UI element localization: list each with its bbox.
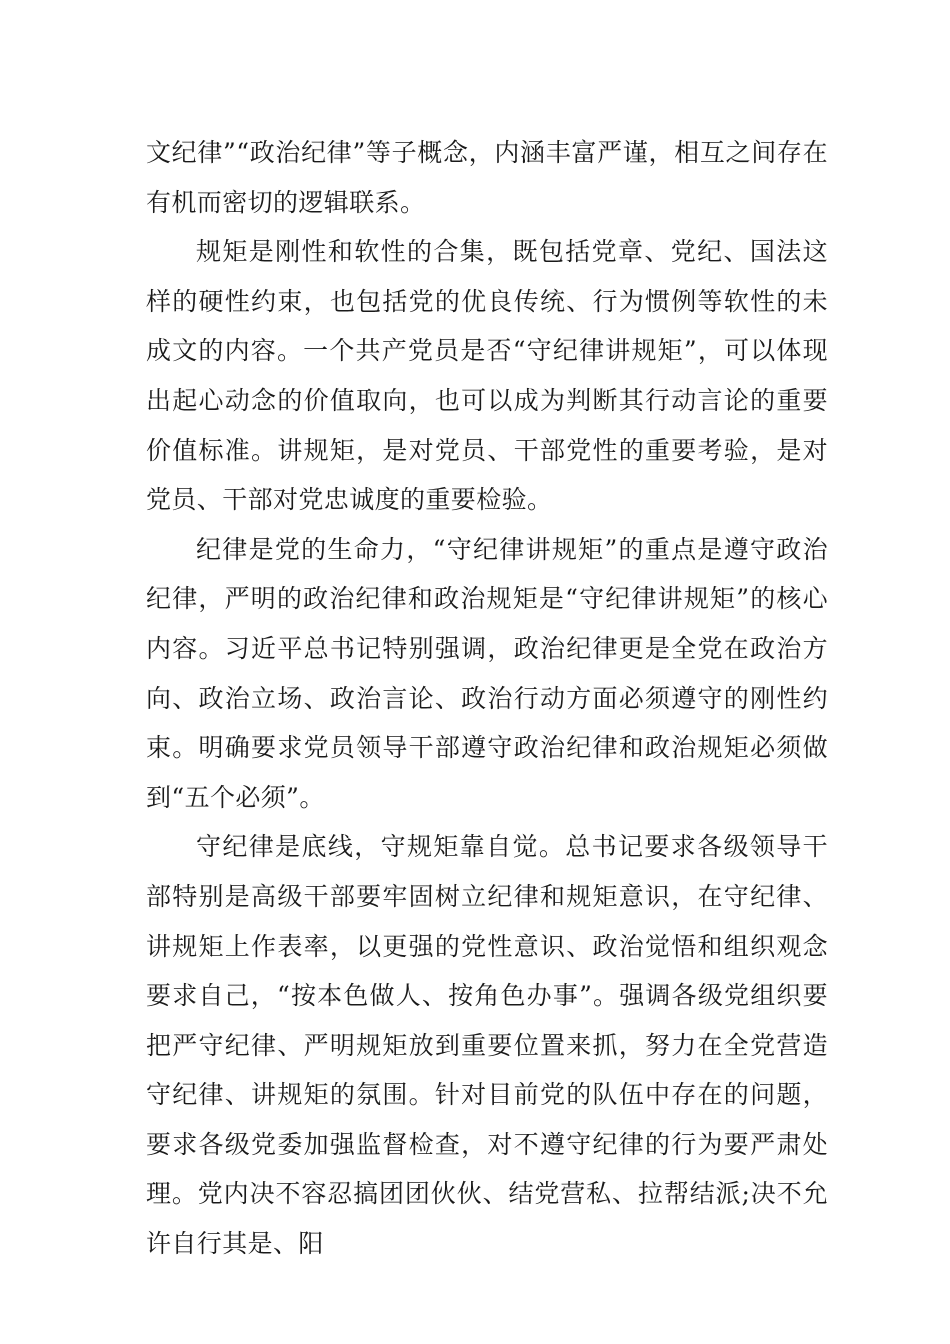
paragraph-rules: 规矩是刚性和软性的合集，既包括党章、党纪、国法这样的硬性约束，也包括党的优良传统、行为惯例等软性的未成文的内容。一个共产党员是否“守纪律讲规矩”，可以体现出起心动念的价值取向，也可以成为判断其行动言论的重要价值标准。讲规矩，是对党员、干部党性的重要考验，是对党员、干部对党忠诚度的重要检验。 <box>146 237 828 515</box>
paragraph-discipline: 纪律是党的生命力，“守纪律讲规矩”的重点是遵守政治纪律，严明的政治纪律和政治规矩是“守纪律讲规矩”的核心内容。习近平总书记特别强调，政治纪律更是全党在政治方向、政治立场、政治言论、政治行动方面必须遵守的刚性约束。明确要求党员领导干部遵守政治纪律和政治规矩必须做到“五个必须”。 <box>146 534 828 812</box>
paragraph-bottom-line: 守纪律是底线，守规矩靠自觉。总书记要求各级领导干部特别是高级干部要牢固树立纪律和规矩意识，在守纪律、讲规矩上作表率，以更强的党性意识、政治觉悟和组织观念要求自己，“按本色做人、按角色办事”。强调各级党组织要把严守纪律、严明规矩放到重要位置来抓，努力在全党营造守纪律、讲规矩的氛围。针对目前党的队伍中存在的问题，要求各级党委加强监督检查，对不遵守纪律的行为要严肃处理。党内决不容忍搞团团伙伙、结党营私、拉帮结派;决不允许自行其是、阳 <box>146 832 828 1259</box>
document-body <box>146 128 828 1269</box>
paragraph-continuation: 文纪律”“政治纪律”等子概念，内涵丰富严谨，相互之间存在有机而密切的逻辑联系。 <box>146 138 828 217</box>
